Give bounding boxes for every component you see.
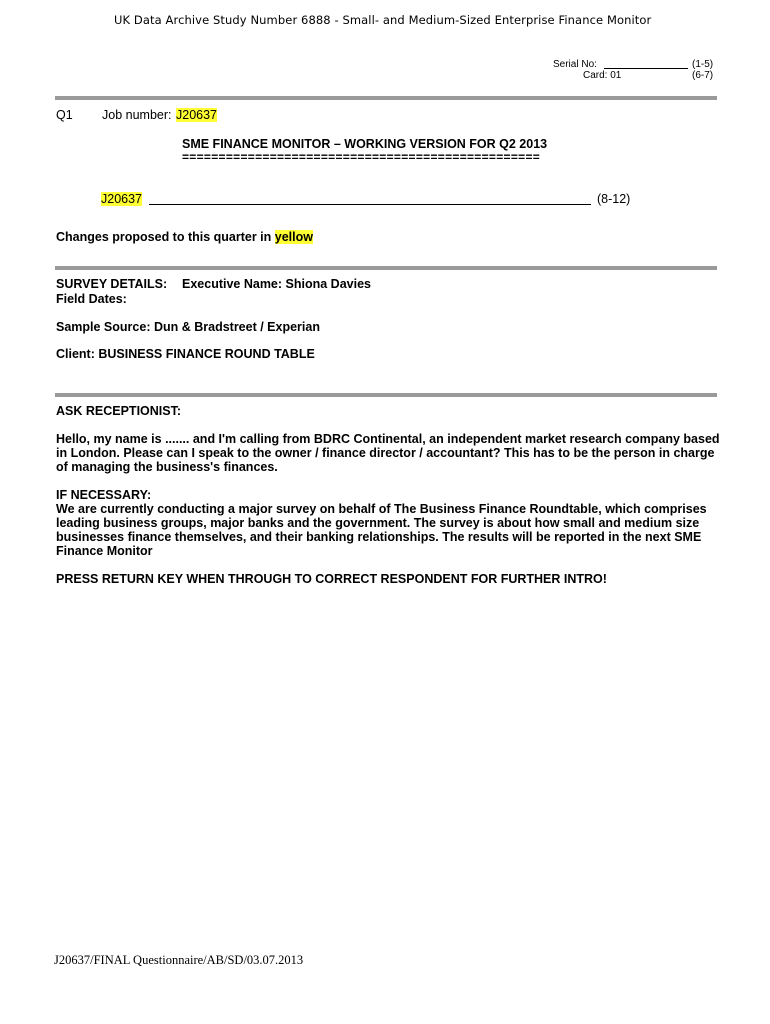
card-label: Card: 01 [583, 70, 622, 81]
if-necessary-label: IF NECESSARY: [56, 488, 152, 502]
job-id-code: (8-12) [597, 192, 631, 206]
hello-script: Hello, my name is ....... and I'm calling from BDRC Continental, an independent market research company based in London. Please can I speak to the owner / finance director / accountant? This has to be the person in charge of managing the business's finances. [56, 432, 720, 474]
question-number: Q1 [56, 108, 73, 122]
footer-reference: J20637/FINAL Questionnaire/AB/SD/03.07.2013 [54, 953, 304, 967]
job-number-label: Job number: [102, 108, 172, 122]
sample-source: Sample Source: Dun & Bradstreet / Experian [56, 320, 320, 334]
changes-note [56, 230, 313, 244]
section-divider [55, 393, 717, 397]
client: Client: BUSINESS FINANCE ROUND TABLE [56, 347, 315, 361]
title-underline: ================================================= [182, 150, 541, 164]
changes-note-text: Changes proposed to this quarter in [56, 230, 272, 244]
archive-header: UK Data Archive Study Number 6888 - Small- and Medium-Sized Enterprise Finance Monitor [114, 13, 652, 27]
section-divider [55, 96, 717, 100]
job-id-line [149, 203, 591, 205]
document-title: SME FINANCE MONITOR – WORKING VERSION FOR Q2 2013 [182, 137, 548, 151]
section-divider [55, 266, 717, 270]
serial-number-line [604, 59, 688, 69]
card-code: (6-7) [692, 70, 714, 81]
field-dates: Field Dates: [56, 292, 127, 306]
serial-label: Serial No: [553, 59, 597, 70]
if-necessary-script: We are currently conducting a major survey on behalf of The Business Finance Roundtable, which comprises leading business groups, major banks and the government. The survey is about how small and medium size businesses finance themselves, and their banking relationships. The results will be reported in the next SME Finance Monitor [56, 502, 707, 558]
serial-code: (1-5) [692, 59, 714, 70]
press-return-instruction: PRESS RETURN KEY WHEN THROUGH TO CORRECT RESPONDENT FOR FURTHER INTRO! [56, 572, 607, 586]
survey-details-label: SURVEY DETAILS: [56, 277, 168, 291]
executive-name: Executive Name: Shiona Davies [182, 277, 371, 291]
ask-receptionist-heading: ASK RECEPTIONIST: [56, 404, 182, 418]
changes-highlight: yellow [274, 230, 313, 244]
job-number-value: J20637 [176, 108, 218, 122]
job-id-value: J20637 [101, 192, 143, 206]
